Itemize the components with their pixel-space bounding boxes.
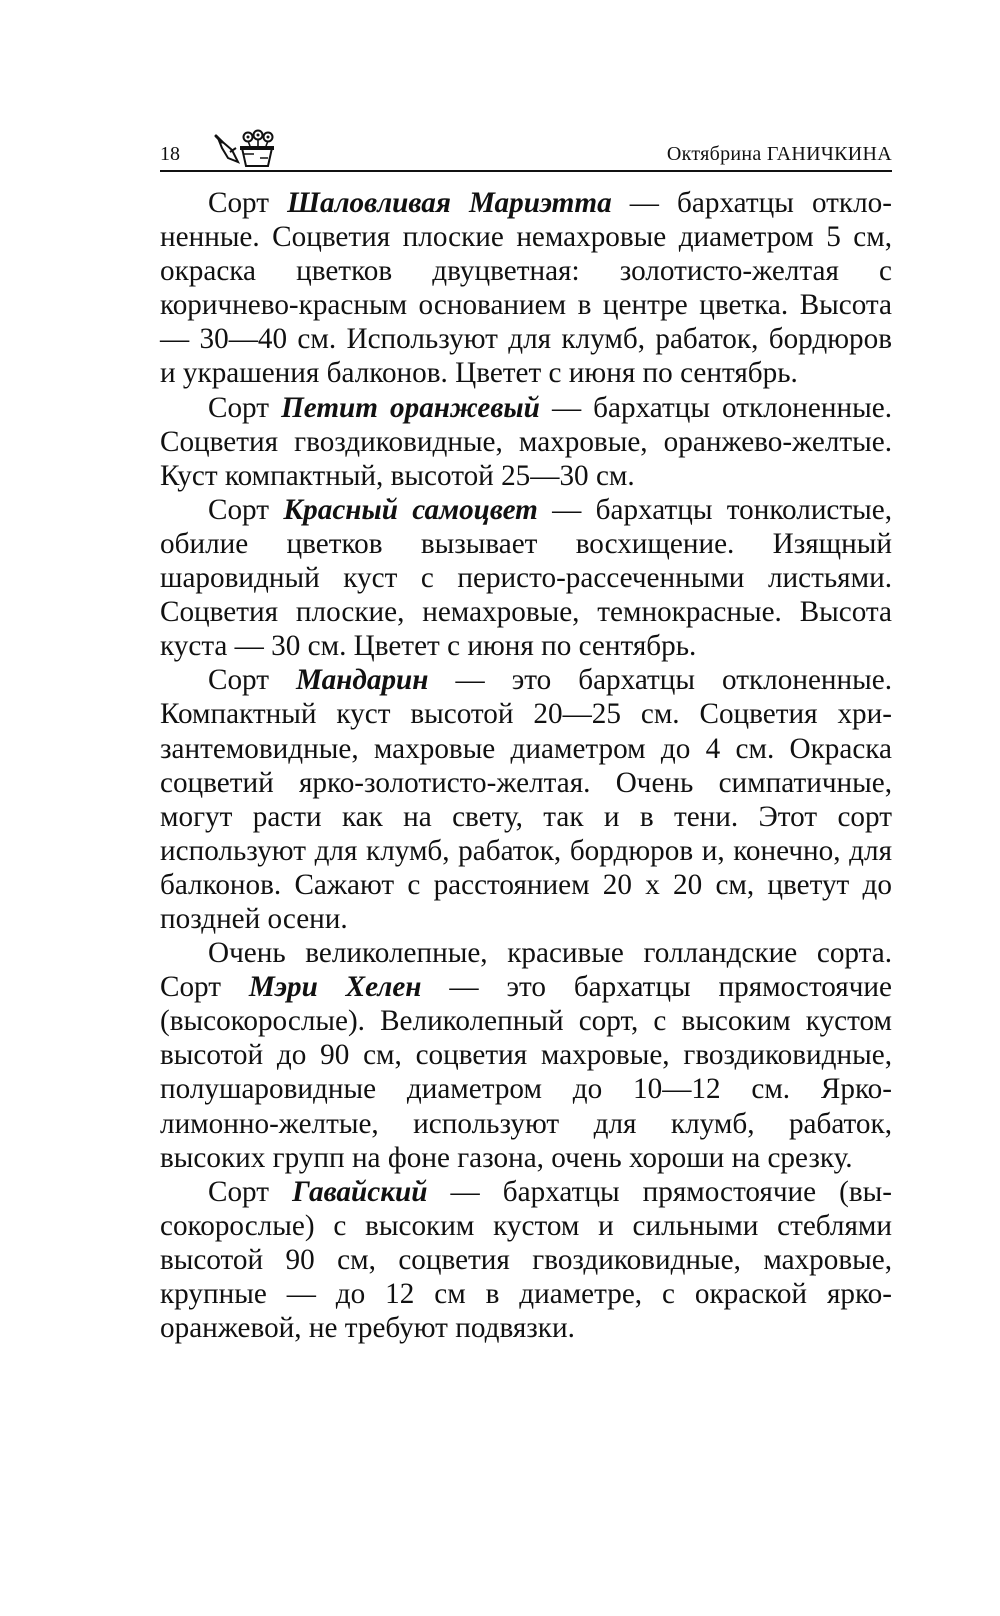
variety-name: Петит оранжевый <box>281 391 540 424</box>
paragraph-prefix: Сорт <box>208 391 282 424</box>
paragraph-mandarin <box>160 663 892 936</box>
paragraph-marietta <box>160 186 892 391</box>
variety-name: Красный самоцвет <box>283 493 538 526</box>
paragraph-prefix: Сорт <box>208 493 284 526</box>
paragraph-red-gem <box>160 493 892 663</box>
variety-name: Мандарин <box>296 664 429 697</box>
paragraph-text: — это бархатцы прямостоячие (высокорослые). Великолепный сорт, с высоким кустом высотой до 90 см, соцветия махровые, гвоздиковидные, полушаровидные диаметром до 10—12 см. Ярко-лимонно-желтые, используют для клумб, рабаток, высоких групп на фоне газона, очень хороши на срезку. <box>160 971 892 1174</box>
paragraph-text: — это бархатцы отклоненные. Компактный куст высотой 20—25 см. Соцветия хризантемовидные, махровые диаметром до 4 см. Окраска соцветий ярко-золотисто-желтая. Очень симпатичные, могут расти как на свету, так и в тени. Этот сорт используют для клумб, рабаток, бордюров и, конечно, для балконов. Сажают с расстоянием 20 х 20 см, цветут до поздней осени. <box>160 664 893 935</box>
paragraph-prefix: Сорт <box>208 187 288 219</box>
paragraph-petit-orange <box>160 391 892 493</box>
variety-name: Мэри Хелен <box>248 971 422 1004</box>
variety-name: Шаловливая Мариэтта <box>287 187 612 219</box>
variety-name: Гавайский <box>292 1175 428 1208</box>
running-header <box>160 130 892 172</box>
paragraph-text: — бархатцы отклоненные. Соцветия гвоздиковидные, махровые, оранжево-желтые. Куст компактный, высотой 25—30 см. <box>160 391 892 492</box>
flower-pot-trowel-icon <box>214 128 286 168</box>
paragraph-prefix: Сорт <box>208 1175 293 1208</box>
page-number: 18 <box>160 143 180 165</box>
paragraph-text: — бархатцы отклоненные. Соцветия плоские немахровые диаметром 5 см, окраска цветков двуцветная: золотисто-желтая с коричнево-красным основанием в центре цветка. Высота — 30—40 см. Используют для клумб, рабаток, бордюров и украшения балконов. Цветет с июня по сентябрь. <box>160 187 892 390</box>
paragraph-text: — бархатцы прямостоячие (высокорослые) с высоким кустом и сильными стеблями высотой 90 см, соцветия гвоздиковидные, махровые, крупные — до 12 см в диаметре, с окраской ярко-оранжевой, не требуют подвязки. <box>160 1175 892 1345</box>
paragraph-prefix: Очень великолепные, красивые голландские сорта. Сорт <box>160 937 892 1004</box>
paragraph-text: — бархатцы тонколистые, обилие цветков вызывает восхищение. Изящный шаровидный куст с перисто-рассеченными листьями. Соцветия плоские, немахровые, темнокрасные. Высота куста — 30 см. Цветет с июня по сентябрь. <box>160 493 893 663</box>
author-name: Октябрина ГАНИЧКИНА <box>666 143 892 165</box>
body-text <box>160 186 892 1345</box>
paragraph-hawaiian <box>160 1175 892 1345</box>
paragraph-mary-helen <box>160 936 892 1175</box>
paragraph-prefix: Сорт <box>208 664 297 697</box>
